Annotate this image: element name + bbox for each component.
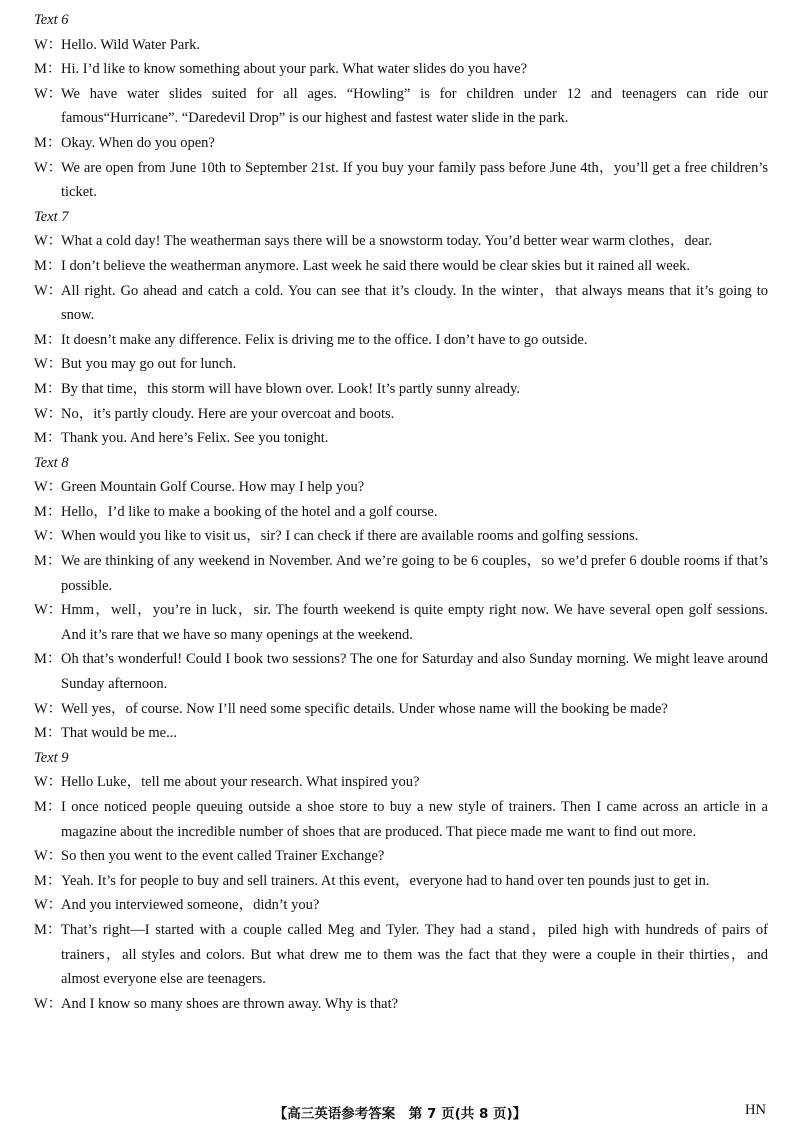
speaker-label: W： [34, 356, 63, 373]
dialogue-text: Thank you. And here’s Felix. See you tonight. [61, 430, 329, 447]
speaker-label: W： [34, 479, 63, 496]
dialogue-text: We are open from June 10th to September 21st. If you buy your family pass before June 4th，you’ll get a free children’s ticket. [61, 159, 768, 201]
speaker-label: M： [34, 553, 62, 570]
dialogue-line [34, 131, 768, 156]
dialogue-text: Oh that’s wonderful! Could I book two sessions? The one for Saturday and also Sunday morning. We might leave around Sunday afternoon. [61, 651, 768, 693]
dialogue-line [34, 82, 768, 131]
dialogue-line [34, 647, 768, 696]
dialogue-text: Hmm，well，you’re in luck，sir. The fourth weekend is quite empty right now. We have several open golf sessions. And it’s rare that we have so many openings at the weekend. [61, 602, 768, 643]
dialogue-line [34, 697, 768, 722]
speaker-label: M： [34, 651, 62, 668]
speaker-label: W： [34, 282, 63, 299]
dialogue-text: So then you went to the event called Trainer Exchange? [61, 848, 385, 865]
speaker-label: M： [34, 380, 62, 397]
dialogue-text: Hello Luke，tell me about your research. What inspired you? [61, 774, 420, 791]
speaker-label: W： [34, 36, 63, 53]
dialogue-line [34, 844, 768, 869]
speaker-label: W： [34, 85, 63, 102]
dialogue-line [34, 721, 768, 746]
speaker-label: M： [34, 872, 62, 889]
dialogue-text: What a cold day! The weatherman says there will be a snowstorm today. You’d better wear warm clothes，dear. [61, 233, 713, 250]
section-text-6 [34, 8, 768, 205]
speaker-label: W： [34, 528, 63, 545]
speaker-label: W： [34, 602, 63, 619]
dialogue-text: Well yes，of course. Now I’ll need some specific details. Under whose name will the booking be made? [61, 700, 668, 717]
dialogue-line [34, 426, 768, 451]
dialogue-line [34, 524, 768, 549]
dialogue-line [34, 352, 768, 377]
dialogue-text: But you may go out for lunch. [61, 356, 237, 373]
dialogue-line [34, 795, 768, 844]
dialogue-line [34, 770, 768, 795]
speaker-label: M： [34, 503, 62, 520]
speaker-label: M： [34, 799, 62, 815]
dialogue-line [34, 549, 768, 598]
speaker-label: M： [34, 331, 62, 348]
dialogue-text: It doesn’t make any difference. Felix is driving me to the office. I don’t have to go outside. [61, 331, 588, 348]
dialogue-line [34, 402, 768, 427]
transcript-document [34, 8, 768, 1016]
dialogue-text: Hello. Wild Water Park. [61, 36, 201, 53]
speaker-label: M： [34, 921, 62, 938]
speaker-label: W： [34, 897, 63, 914]
speaker-label: M： [34, 61, 62, 78]
dialogue-text: Green Mountain Golf Course. How may I help you? [61, 479, 365, 496]
dialogue-line [34, 598, 768, 647]
speaker-label: W： [34, 995, 63, 1012]
speaker-label: W： [34, 405, 63, 422]
section-text-7 [34, 205, 768, 451]
dialogue-text: Okay. When do you open? [61, 134, 215, 151]
dialogue-line [34, 279, 768, 328]
dialogue-line [34, 156, 768, 205]
footer-page-label: 【高三英语参考答案 第 7 页(共 8 页)】 [273, 1106, 527, 1122]
dialogue-text: Hi. I’d like to know something about your park. What water slides do you have? [61, 61, 528, 78]
dialogue-line [34, 377, 768, 402]
speaker-label: W： [34, 848, 63, 865]
dialogue-line [34, 918, 768, 992]
speaker-label: W： [34, 700, 63, 717]
dialogue-text: That would be me... [61, 725, 177, 742]
dialogue-line [34, 254, 768, 279]
dialogue-text: When would you like to visit us，sir? I can check if there are available rooms and golfing sessions. [61, 528, 639, 545]
dialogue-text: All right. Go ahead and catch a cold. You can see that it’s cloudy. In the winter，that always means that it’s going to snow. [61, 282, 768, 324]
dialogue-text: That’s right—I started with a couple called Meg and Tyler. They had a stand，piled high with hundreds of pairs of trainers，all styles and colors. But what drew me to them was the fact that they were a couple in their thirties，and almost everyone else are teenagers. [61, 921, 768, 988]
dialogue-line [34, 869, 768, 894]
section-title: Text 7 [34, 208, 69, 225]
dialogue-text: By that time，this storm will have blown over. Look! It’s partly sunny already. [61, 380, 520, 397]
section-title: Text 6 [34, 12, 69, 28]
section-title: Text 9 [34, 749, 69, 766]
section-text-8 [34, 451, 768, 746]
page-footer [0, 1102, 800, 1126]
dialogue-text: Hello，I’d like to make a booking of the hotel and a golf course. [61, 503, 438, 520]
dialogue-text: And you interviewed someone，didn’t you? [61, 897, 320, 914]
dialogue-text: Yeah. It’s for people to buy and sell trainers. At this event，everyone had to hand over ten pounds just to get in. [61, 872, 710, 889]
speaker-label: M： [34, 134, 62, 151]
section-text-9 [34, 746, 768, 1017]
dialogue-line [34, 229, 768, 254]
speaker-label: M： [34, 257, 62, 274]
speaker-label: W： [34, 233, 63, 250]
dialogue-text: No，it’s partly cloudy. Here are your overcoat and boots. [61, 405, 395, 422]
speaker-label: W： [34, 774, 63, 791]
speaker-label: M： [34, 725, 62, 742]
dialogue-line [34, 33, 768, 58]
dialogue-text: We have water slides suited for all ages. “Howling” is for children under 12 and teenagers can ride our famous“Hurricane”. “Daredevil Drop” is our highest and fastest water slide in the park. [61, 85, 768, 127]
dialogue-line [34, 992, 768, 1017]
dialogue-text: We are thinking of any weekend in November. And we’re going to be 6 couples，so we’d prefer 6 double rooms if that’s possible. [61, 553, 768, 594]
dialogue-line [34, 475, 768, 500]
dialogue-line [34, 328, 768, 353]
speaker-label: W： [34, 159, 63, 176]
dialogue-text: I don’t believe the weatherman anymore. Last week he said there would be clear skies but it rained all week. [61, 257, 691, 274]
speaker-label: M： [34, 430, 62, 447]
dialogue-text: I once noticed people queuing outside a shoe store to buy a new style of trainers. Then I came across an article in a magazine about the incredible number of shoes that are produced. That piece made me want to find out more. [61, 799, 768, 840]
section-title: Text 8 [34, 454, 69, 471]
footer-region-code: HN [745, 1102, 766, 1118]
dialogue-line [34, 893, 768, 918]
dialogue-text: And I know so many shoes are thrown away. Why is that? [61, 995, 399, 1012]
dialogue-line [34, 500, 768, 525]
dialogue-line [34, 57, 768, 82]
